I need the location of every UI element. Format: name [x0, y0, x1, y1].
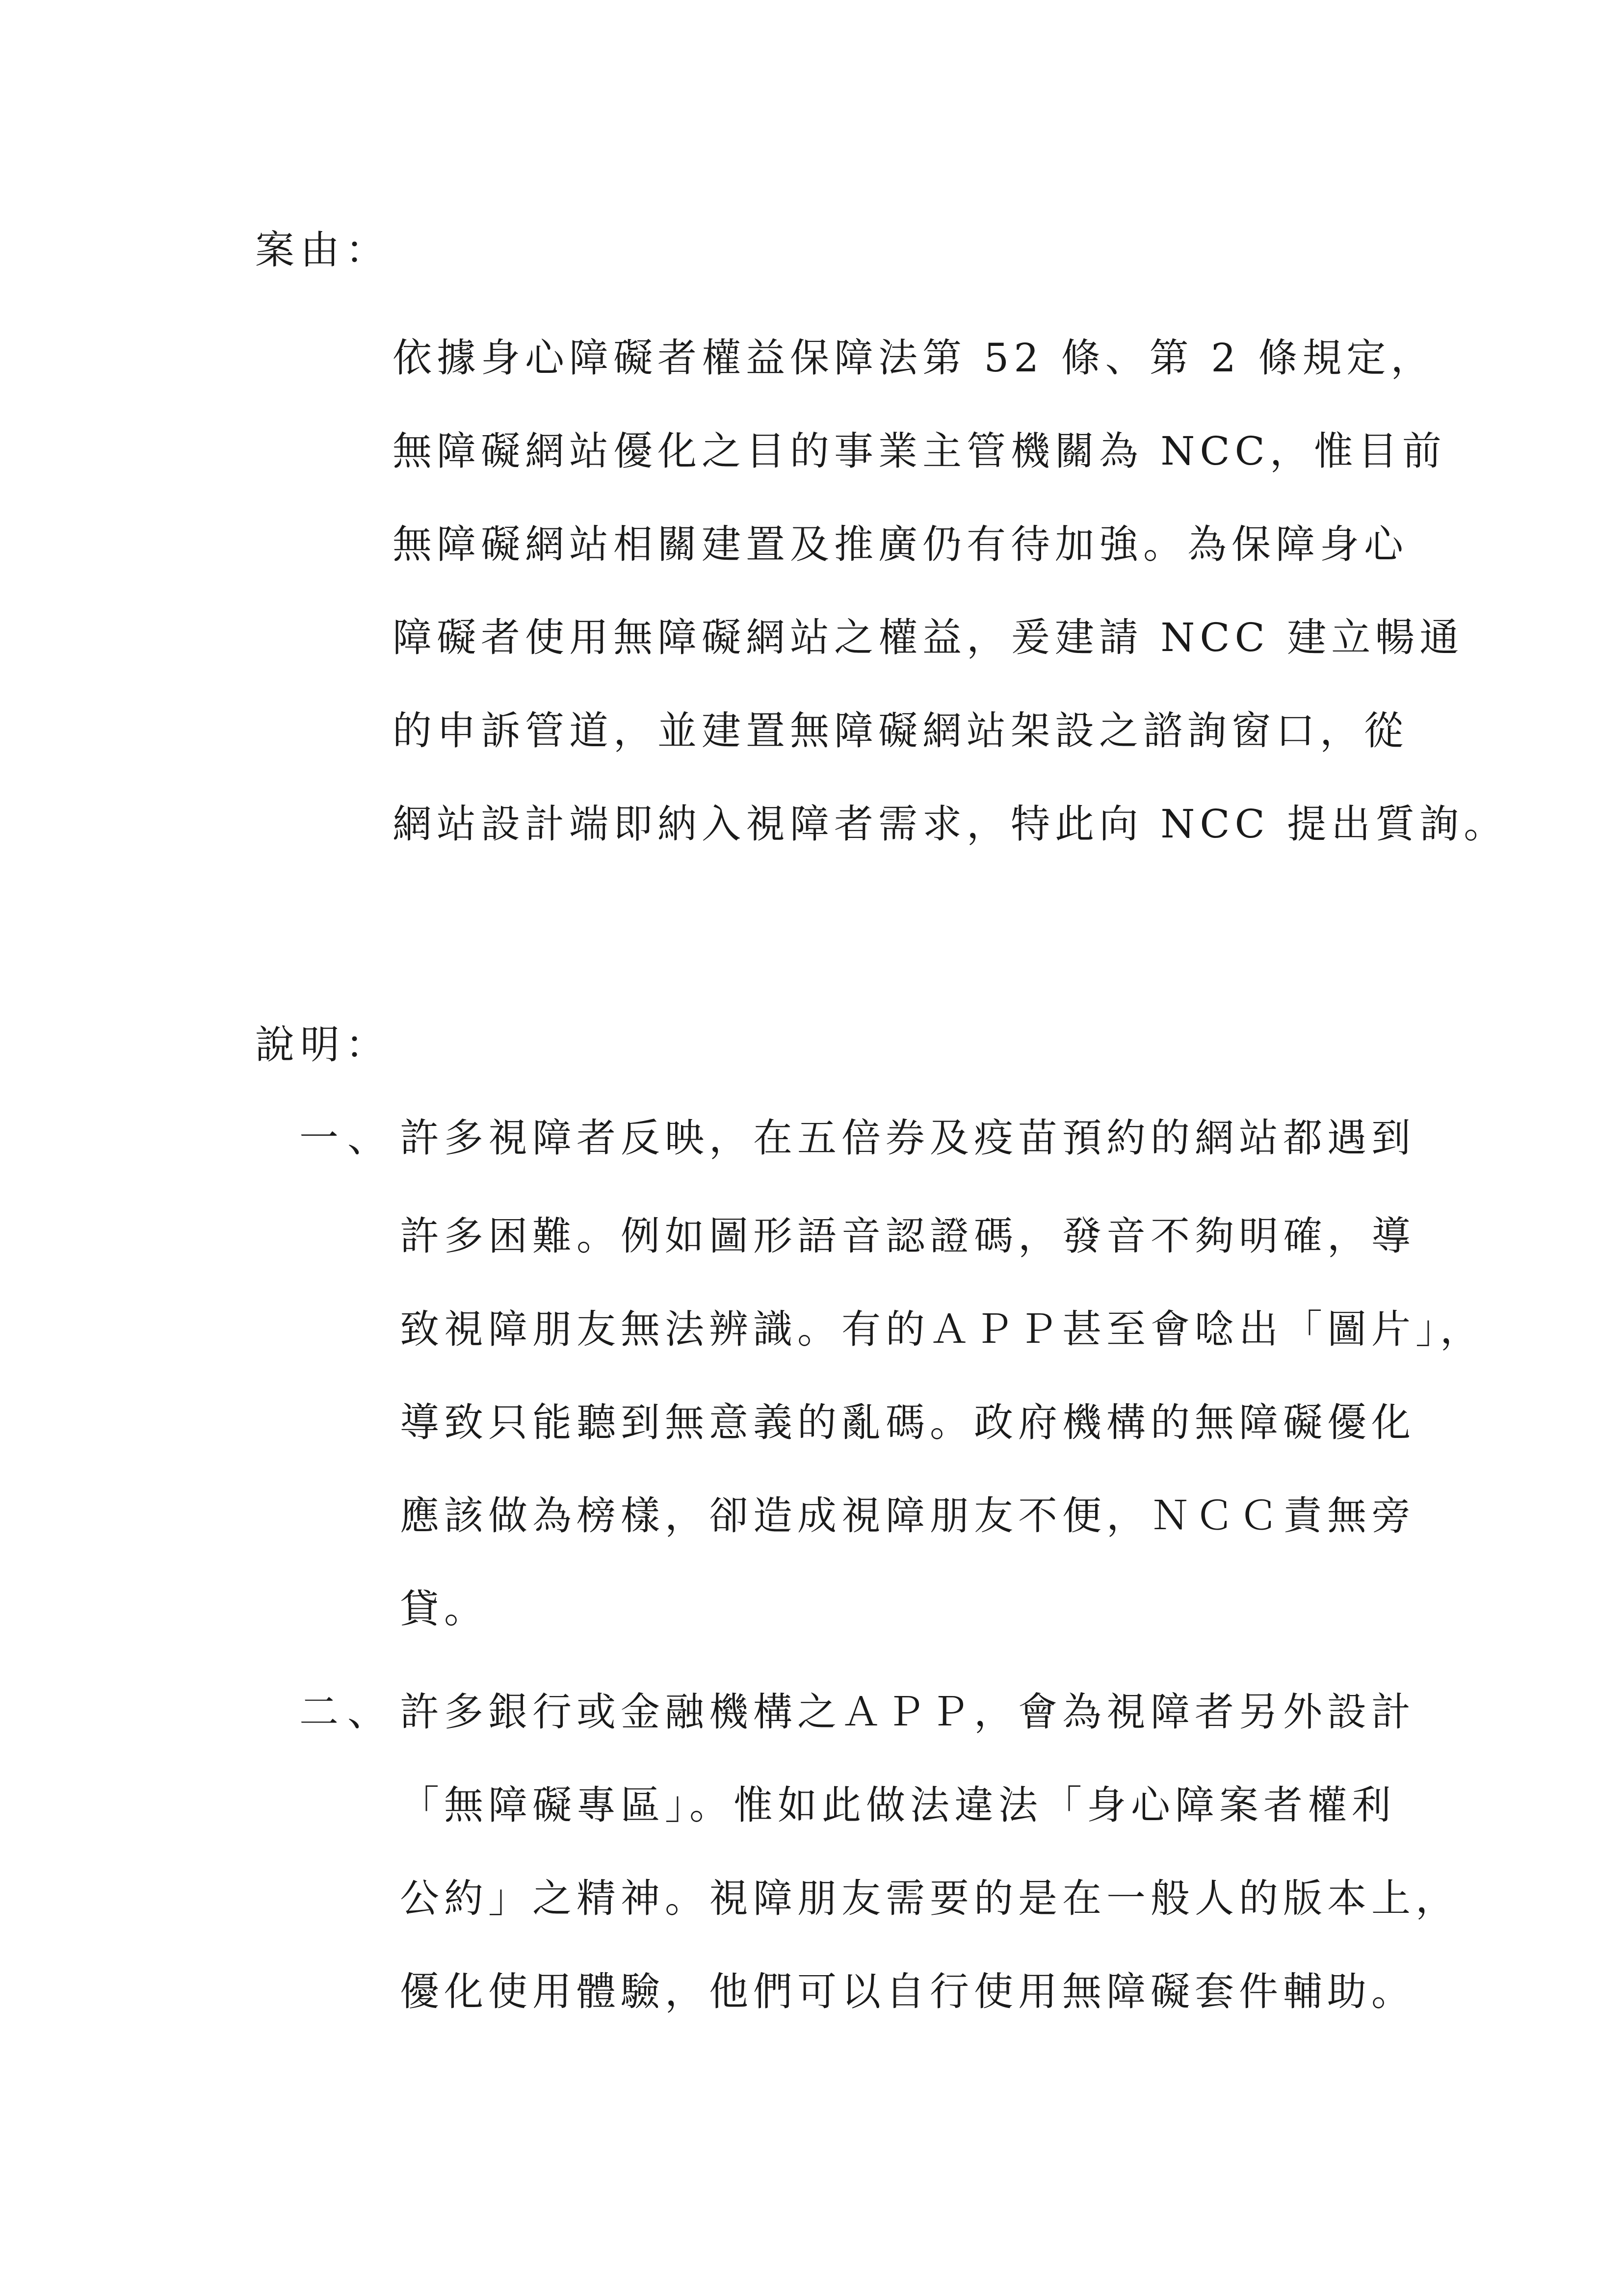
item-1-number: 一、: [299, 1115, 395, 1161]
case-line-2: 無障礙網站優化之目的事業主管機關為 NCC，惟目前: [393, 428, 1446, 474]
explanation-heading: 說明：: [255, 1022, 391, 1068]
case-line-6: 網站設計端即納入視障者需求，特此向 NCC 提出質詢。: [393, 801, 1508, 847]
item-2-line-2: 「無障礙專區」。惟如此做法違法「身心障案者權利: [400, 1782, 1396, 1828]
item-2-line-4: 優化使用體驗，他們可以自行使用無障礙套件輔助。: [400, 1969, 1415, 2014]
case-line-5: 的申訴管道，並建置無障礙網站架設之諮詢窗口，從: [393, 708, 1408, 754]
case-line-1: 依據身心障礙者權益保障法第 52 條、第 2 條規定，: [393, 335, 1435, 381]
case-heading: 案由：: [255, 227, 391, 273]
case-line-3: 無障礙網站相關建置及推廣仍有待加強。為保障身心: [393, 522, 1408, 567]
item-1-line-2: 許多困難。例如圖形語音認證碼，發音不夠明確，導: [400, 1213, 1415, 1259]
item-2-line-3: 公約」之精神。視障朋友需要的是在一般人的版本上，: [400, 1876, 1460, 1921]
item-2-line-1: 許多銀行或金融機構之ＡＰＰ，會為視障者另外設計: [400, 1689, 1415, 1735]
item-1-line-5: 應該做為榜樣，卻造成視障朋友不便，ＮＣＣ責無旁: [400, 1493, 1415, 1539]
item-1-line-3: 致視障朋友無法辨識。有的ＡＰＰ甚至會唸出「圖片」，: [400, 1306, 1484, 1352]
item-1-line-1: 許多視障者反映，在五倍券及疫苗預約的網站都遇到: [400, 1115, 1415, 1161]
item-2-number: 二、: [299, 1689, 395, 1735]
item-1-line-6: 貸。: [400, 1586, 488, 1632]
item-1-line-4: 導致只能聽到無意義的亂碼。政府機構的無障礙優化: [400, 1400, 1415, 1445]
case-line-4: 障礙者使用無障礙網站之權益，爰建請 NCC 建立暢通: [393, 615, 1464, 660]
